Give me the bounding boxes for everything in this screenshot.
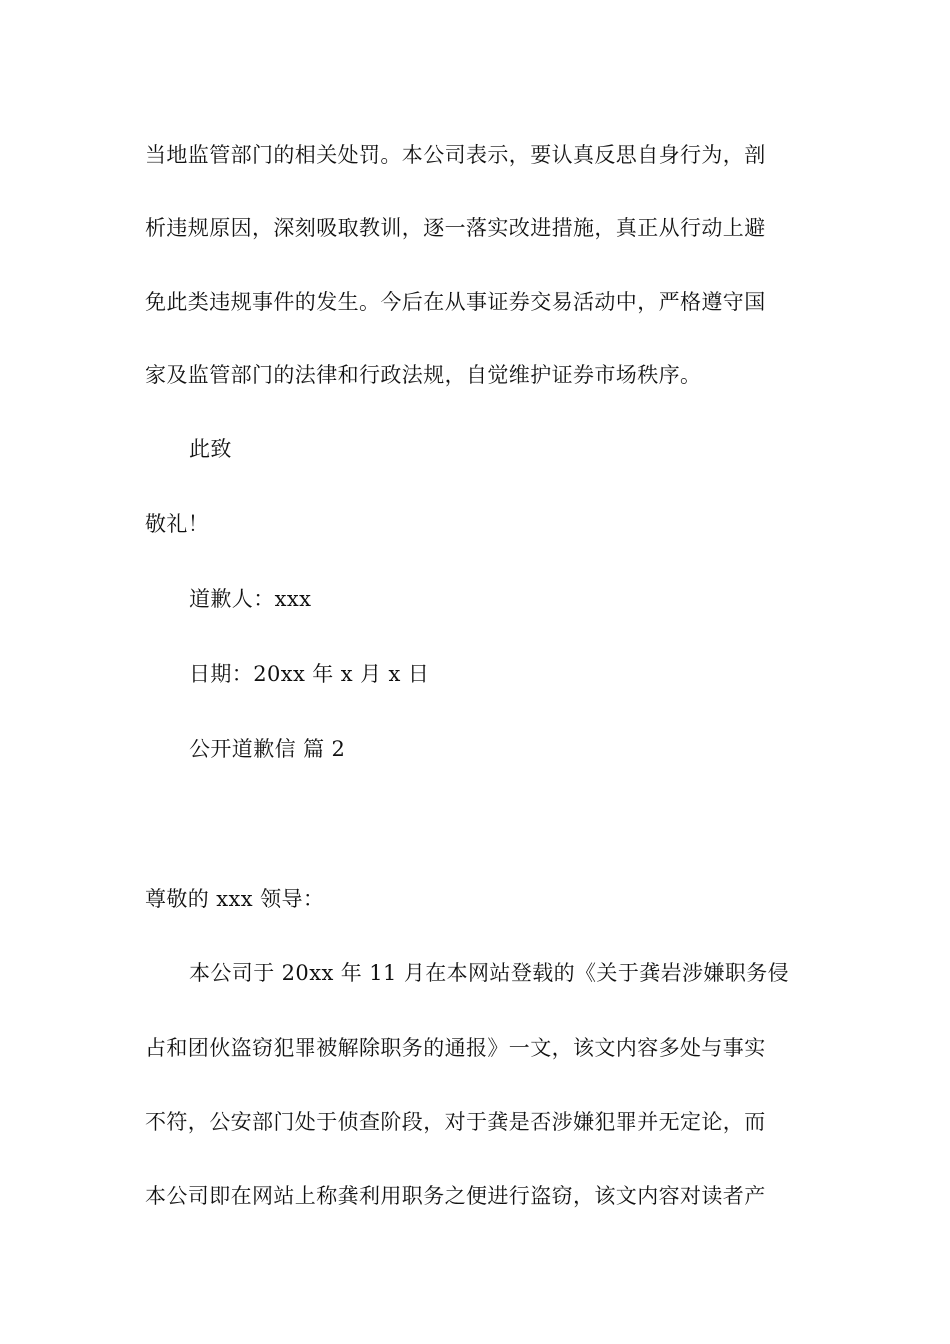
paragraph-line: 本公司于 20xx 年 11 月在本网站登载的《关于龚岩涉嫌职务侵 [189, 961, 790, 985]
closing-respect: 敬礼！ [145, 512, 210, 536]
section-heading: 公开道歉信 篇 2 [189, 737, 346, 761]
paragraph-line: 当地监管部门的相关处罚。本公司表示，要认真反思自身行为，剖 [145, 143, 766, 167]
apologizer-signature: 道歉人：xxx [189, 587, 312, 611]
paragraph-line: 占和团伙盗窃犯罪被解除职务的通报》一文，该文内容多处与事实 [145, 1036, 766, 1060]
date-line: 日期：20xx 年 x 月 x 日 [189, 662, 430, 686]
closing-salutation: 此致 [189, 437, 232, 461]
paragraph-line: 不符，公安部门处于侦查阶段，对于龚是否涉嫌犯罪并无定论，而 [145, 1110, 766, 1134]
paragraph-line: 家及监管部门的法律和行政法规，自觉维护证券市场秩序。 [145, 363, 702, 387]
greeting-line: 尊敬的 xxx 领导： [145, 887, 325, 911]
paragraph-line: 本公司即在网站上称龚利用职务之便进行盗窃，该文内容对读者产 [145, 1184, 766, 1208]
paragraph-line: 免此类违规事件的发生。今后在从事证券交易活动中，严格遵守国 [145, 290, 766, 314]
paragraph-line: 析违规原因，深刻吸取教训，逐一落实改进措施，真正从行动上避 [145, 216, 766, 240]
